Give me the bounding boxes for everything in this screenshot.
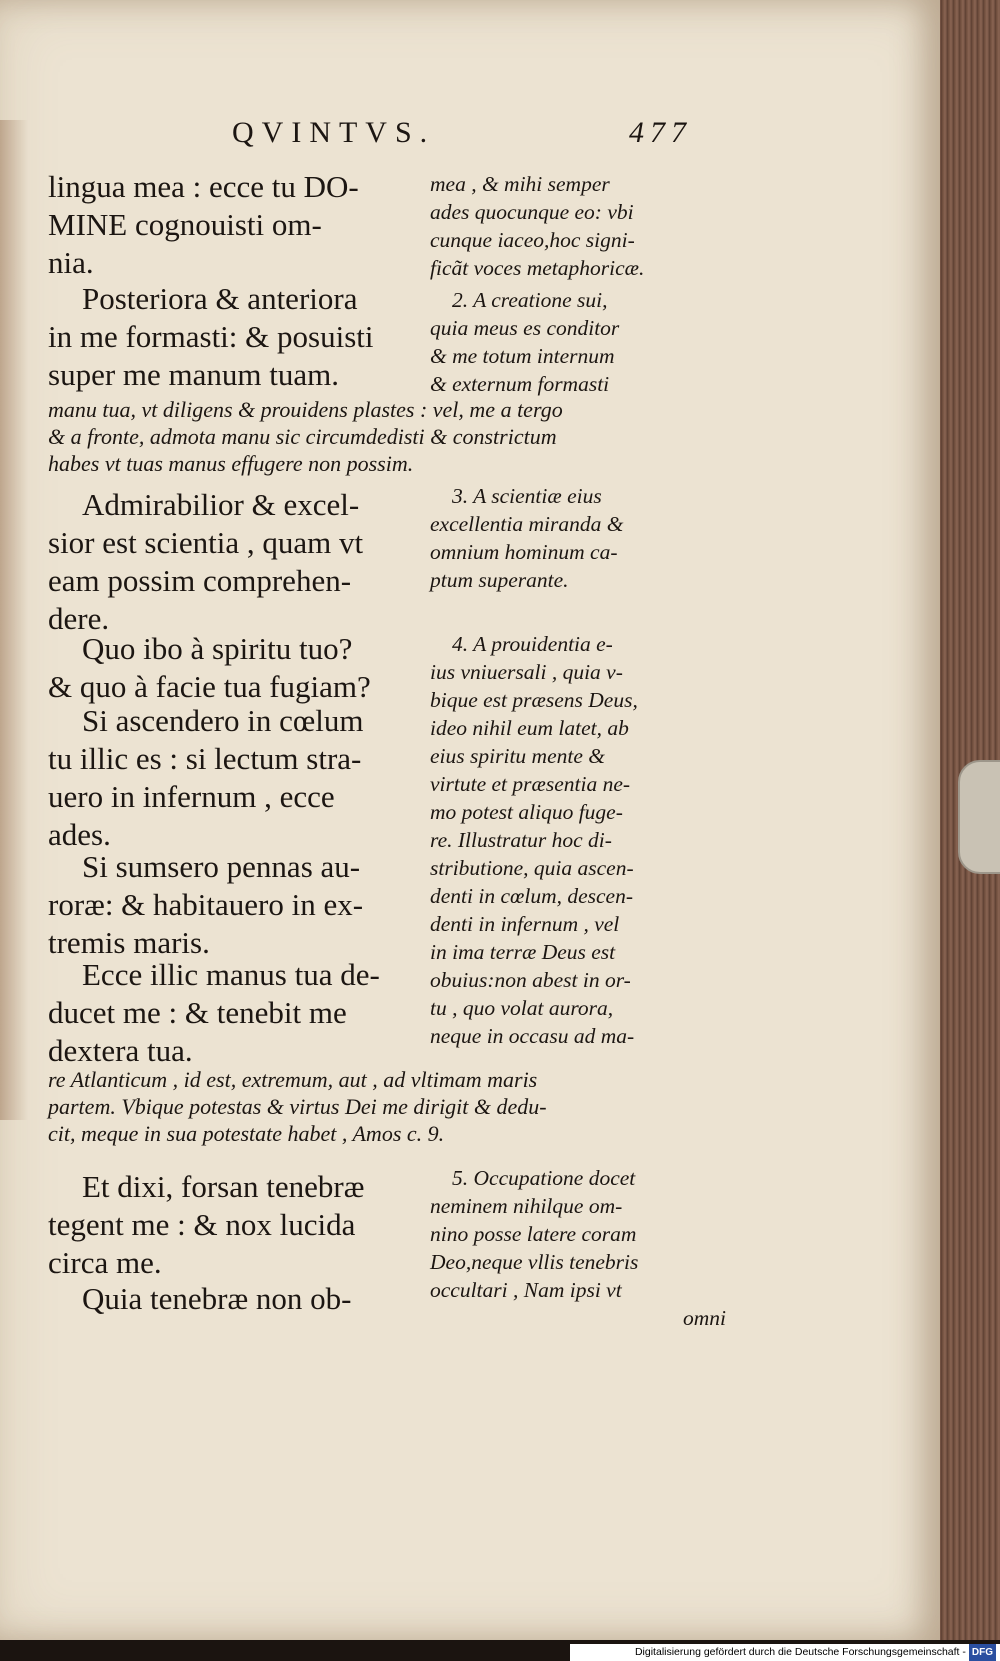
page-number: 477 <box>629 116 692 149</box>
gloss-line: & externum formasti <box>430 372 610 396</box>
main-line: ades. <box>48 817 111 852</box>
main-line: nia. <box>48 245 94 280</box>
footer-text: Digitalisierung gefördert durch die Deutsche Forschungsgemeinschaft - <box>634 1646 966 1658</box>
main-verse-2 <box>48 280 428 398</box>
main-line: & quo à facie tua fugiam? <box>48 669 371 704</box>
main-line: roræ: & habitauero in ex- <box>48 887 364 922</box>
main-line: Ecce illic manus tua de- <box>82 957 380 992</box>
gloss-line: & a fronte, admota manu sic circumdedisti & constrictum <box>48 424 557 449</box>
gloss-line: mea , & mihi semper <box>430 172 610 196</box>
gloss-4-continued <box>48 1066 728 1147</box>
funding-footer <box>570 1644 1000 1661</box>
gloss-line: ficãt voces metaphoricæ. <box>430 256 645 280</box>
main-verse-6 <box>48 848 428 966</box>
gloss-2 <box>430 286 730 398</box>
gloss-line: manu tua, vt diligens & prouidens plastes : vel, me a tergo <box>48 397 563 422</box>
gloss-line: & me totum internum <box>430 344 615 368</box>
gloss-2-continued <box>48 396 728 477</box>
gloss-line: denti in cœlum, descen- <box>430 884 634 908</box>
main-line: Si sumsero pennas au- <box>82 849 361 884</box>
gloss-line: cit, meque in sua potestate habet , Amos c. 9. <box>48 1121 445 1146</box>
gloss-line: stributione, quia ascen- <box>430 856 634 880</box>
main-line: dextera tua. <box>48 1033 193 1068</box>
gloss-line: nino posse latere coram <box>430 1222 637 1246</box>
main-verse-5 <box>48 702 428 858</box>
gloss-line: 4. A prouidentia e- <box>452 632 613 656</box>
main-line: ducet me : & tenebit me <box>48 995 347 1030</box>
gloss-line: cunque iaceo,hoc signi- <box>430 228 635 252</box>
main-verse-3 <box>48 486 428 642</box>
main-line: Et dixi, forsan tenebræ <box>82 1169 365 1204</box>
gloss-line: neque in occasu ad ma- <box>430 1024 635 1048</box>
main-line: super me manum tuam. <box>48 357 339 392</box>
gloss-line: denti in infernum , vel <box>430 912 620 936</box>
main-line: sior est scientia , quam vt <box>48 525 364 560</box>
gloss-line: tu , quo volat aurora, <box>430 996 614 1020</box>
gloss-line: ideo nihil eum latet, ab <box>430 716 629 740</box>
gloss-line: 3. A scientiæ eius <box>452 484 602 508</box>
gloss-line: excellentia miranda & <box>430 512 624 536</box>
gloss-line: partem. Vbique potestas & virtus Dei me dirigit & dedu- <box>48 1094 547 1119</box>
gloss-line: obuius:non abest in or- <box>430 968 631 992</box>
gloss-4 <box>430 630 730 1050</box>
main-line: Admirabilior & excel- <box>82 487 360 522</box>
gloss-3 <box>430 482 730 594</box>
main-line: Posteriora & anteriora <box>82 281 358 316</box>
gloss-line: omnium hominum ca- <box>430 540 618 564</box>
gloss-line: mo potest aliquo fuge- <box>430 800 623 824</box>
gloss-5 <box>430 1164 730 1332</box>
gloss-line: in ima terræ Deus est <box>430 940 616 964</box>
main-line: tegent me : & nox lucida <box>48 1207 356 1242</box>
main-line: uero in infernum , ecce <box>48 779 335 814</box>
main-line: in me formasti: & posuisti <box>48 319 374 354</box>
gloss-line: bique est præsens Deus, <box>430 688 638 712</box>
gloss-line: Deo,neque vllis tenebris <box>430 1250 639 1274</box>
main-verse-8 <box>48 1168 428 1286</box>
main-line: lingua mea : ecce tu DO- <box>48 169 359 204</box>
gloss-line: eius spiritu mente & <box>430 744 605 768</box>
gloss-1 <box>430 170 730 282</box>
main-line: circa me. <box>48 1245 162 1280</box>
catchword: omni <box>683 1306 726 1330</box>
main-line: Quia tenebræ non ob- <box>82 1281 352 1316</box>
gloss-line: ius vniuersali , quia v- <box>430 660 623 684</box>
main-line: MINE cognouisti om- <box>48 207 322 242</box>
running-head-title: QVINTVS. <box>232 116 436 149</box>
main-line: tremis maris. <box>48 925 210 960</box>
gloss-line: habes vt tuas manus effugere non possim. <box>48 451 414 476</box>
gloss-line: ptum superante. <box>430 568 569 592</box>
gloss-line: ades quocunque eo: vbi <box>430 200 634 224</box>
gloss-line: occultari , Nam ipsi vt <box>430 1278 622 1302</box>
main-line: eam possim comprehen- <box>48 563 352 598</box>
main-verse-4 <box>48 630 428 710</box>
gloss-line: re. Illustratur hoc di- <box>430 828 612 852</box>
main-line: Si ascendero in cœlum <box>82 703 364 738</box>
dfg-logo: DFG <box>969 1644 996 1661</box>
main-verse-1 <box>48 168 428 286</box>
gloss-line: quia meus es conditor <box>430 316 620 340</box>
main-line: tu illic es : si lectum stra- <box>48 741 362 776</box>
gloss-line: 5. Occupatione docet <box>452 1166 636 1190</box>
gloss-line: 2. A creatione sui, <box>452 288 608 312</box>
gutter-stain <box>0 120 28 1120</box>
gloss-line: virtute et præsentia ne- <box>430 772 631 796</box>
page-clip <box>958 760 1000 874</box>
main-line: dere. <box>48 601 110 636</box>
gloss-line: neminem nihilque om- <box>430 1194 623 1218</box>
gloss-line: re Atlanticum , id est, extremum, aut , ad vltimam maris <box>48 1067 538 1092</box>
main-verse-9 <box>48 1280 428 1322</box>
main-verse-7 <box>48 956 428 1074</box>
main-line: Quo ibo à spiritu tuo? <box>82 631 353 666</box>
